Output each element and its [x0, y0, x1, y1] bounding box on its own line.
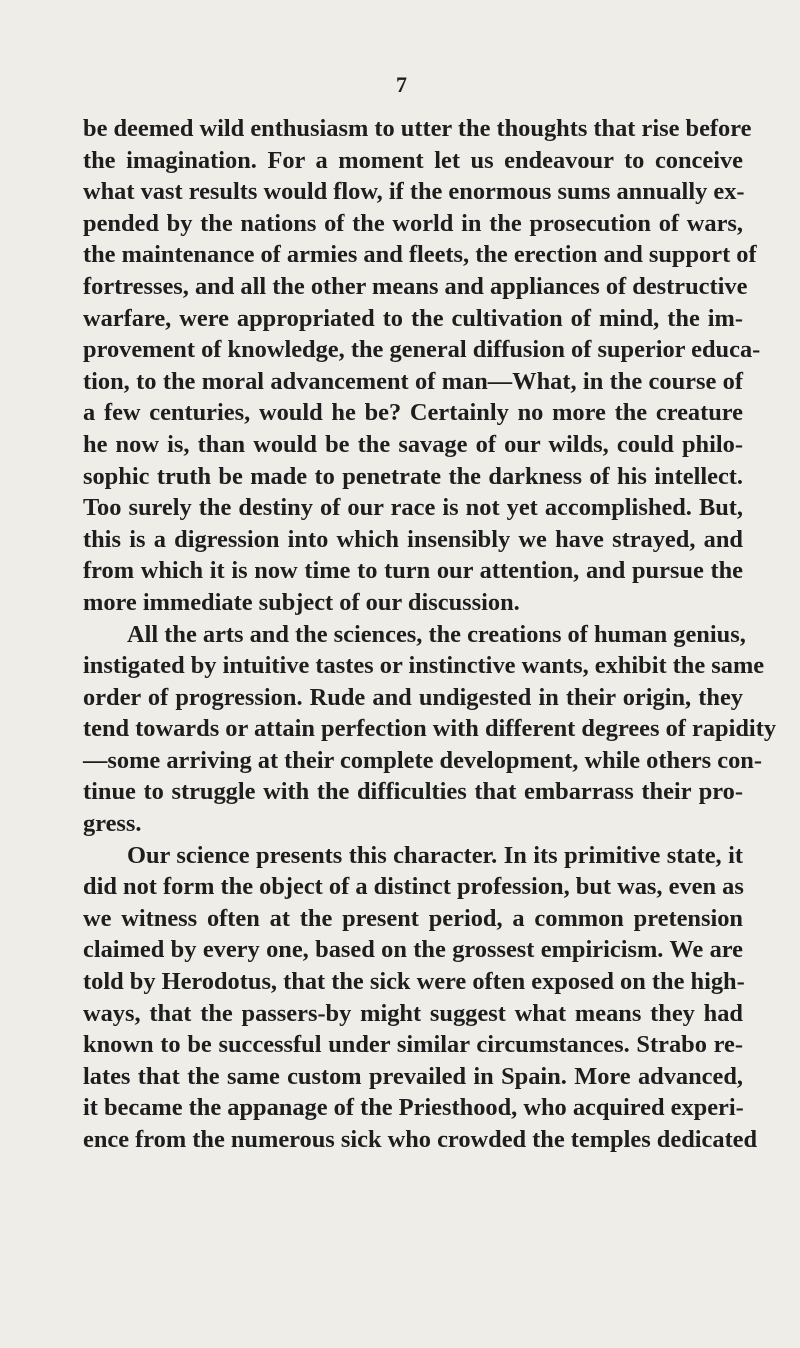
text-line: —some arriving at their complete development, while others con-	[83, 746, 762, 774]
text-line: provement of knowledge, the general diffusion of superior educa-	[83, 336, 761, 364]
text-line: lates that the same custom prevailed in Spain. More advanced,	[83, 1062, 743, 1090]
text-line: instigated by intuitive tastes or instinctive wants, exhibit the same	[83, 652, 765, 680]
text-line: a few centuries, would he be? Certainly no more the creature	[83, 399, 743, 427]
text-line: more immediate subject of our discussion.	[83, 588, 520, 616]
text-line: tend towards or attain perfection with different degrees of rapidity	[83, 715, 777, 743]
text-line: be deemed wild enthusiasm to utter the thoughts that rise before	[83, 115, 752, 142]
text-line: pended by the nations of the world in the prosecution of wars,	[83, 209, 743, 237]
text-line: from which it is now time to turn our attention, and pursue the	[83, 557, 743, 585]
body-text	[83, 113, 777, 1156]
text-line: ence from the numerous sick who crowded the temples dedicated	[83, 1126, 758, 1153]
text-line: fortresses, and all the other means and appliances of destructive	[83, 272, 748, 300]
text-line: it became the appanage of the Priesthood, who acquired experi-	[83, 1094, 744, 1122]
text-line: Too surely the destiny of our race is not yet accomplished. But,	[83, 494, 743, 522]
text-line: gress.	[83, 810, 142, 838]
text-line: he now is, than would be the savage of our wilds, could philo-	[83, 430, 743, 458]
text-line: what vast results would flow, if the enormous sums annually ex-	[83, 178, 745, 206]
text-line: this is a digression into which insensibly we have strayed, and	[83, 525, 743, 553]
text-line: Our science presents this character. In its primitive state, it	[127, 841, 743, 869]
text-line: sophic truth be made to penetrate the darkness of his intellect.	[83, 462, 743, 490]
text-line: we witness often at the present period, a common pretension	[83, 904, 743, 932]
page-number: 7	[396, 72, 407, 97]
text-line: did not form the object of a distinct profession, but was, even as	[83, 873, 744, 901]
text-line: All the arts and the sciences, the creations of human genius,	[127, 620, 746, 648]
text-line: warfare, were appropriated to the cultivation of mind, the im-	[83, 304, 743, 332]
text-line: the maintenance of armies and fleets, the erection and support of	[83, 241, 757, 269]
text-line: tinue to struggle with the difficulties that embarrass their pro-	[83, 778, 743, 806]
text-line: told by Herodotus, that the sick were often exposed on the high-	[83, 968, 745, 996]
text-line: ways, that the passers-by might suggest what means they had	[83, 999, 743, 1027]
text-line: known to be successful under similar circumstances. Strabo re-	[83, 1031, 743, 1059]
text-line: claimed by every one, based on the grossest empiricism. We are	[83, 936, 743, 964]
text-line: tion, to the moral advancement of man—What, in the course of	[83, 367, 743, 395]
text-line: the imagination. For a moment let us endeavour to conceive	[83, 146, 743, 174]
text-line: order of progression. Rude and undigested in their origin, they	[83, 683, 743, 711]
